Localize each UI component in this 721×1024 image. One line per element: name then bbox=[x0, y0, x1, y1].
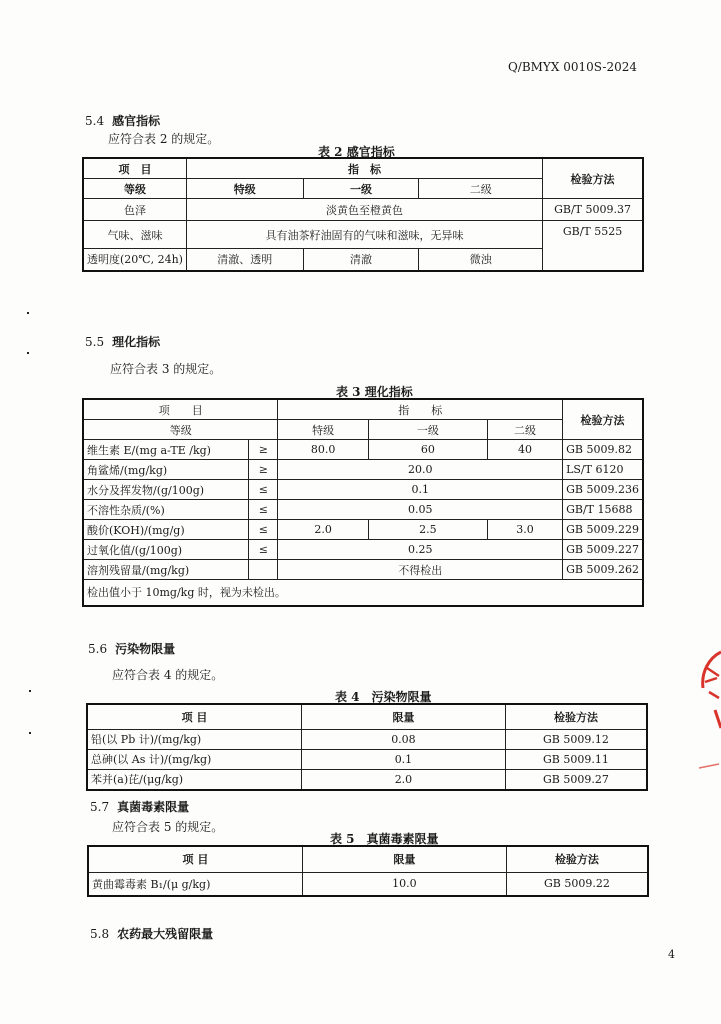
table-5-row-item: 黄曲霉毒素 B₁/(μ g/kg) bbox=[88, 872, 302, 896]
table-2-row-value: 清澈、透明 bbox=[186, 249, 303, 271]
table-2-header-grade: 等级 bbox=[83, 179, 186, 199]
table-3-row-value: 0.1 bbox=[278, 480, 563, 500]
table-2-row-item: 色泽 bbox=[83, 199, 186, 221]
table-3-row-item: 过氧化值/(g/100g) bbox=[83, 540, 249, 560]
table-5-row-method: GB 5009.22 bbox=[506, 872, 648, 896]
table-4 bbox=[86, 703, 648, 791]
table-2-row-value: 具有油茶籽油固有的气味和滋味，无异味 bbox=[186, 221, 542, 249]
table-2-grade-first: 一级 bbox=[303, 179, 419, 199]
table-2-row-value: 淡黄色至橙黄色 bbox=[186, 199, 542, 221]
page-number: 4 bbox=[668, 948, 675, 961]
table-3-row-value: 20.0 bbox=[278, 460, 563, 480]
table-3-row-item: 角鲨烯/(mg/kg) bbox=[83, 460, 249, 480]
table-3-grade-first: 一级 bbox=[368, 420, 487, 440]
table-3-row-item: 酸价(KOH)/(mg/g) bbox=[83, 520, 249, 540]
table-3-row-value: 0.25 bbox=[278, 540, 563, 560]
red-seal-stamp-icon bbox=[695, 648, 721, 778]
section-5-4-text: 应符合表 2 的规定。 bbox=[108, 132, 220, 146]
table-2-caption: 表 2 感官指标 bbox=[318, 145, 395, 159]
table-3-row-method: GB 5009.227 bbox=[563, 540, 643, 560]
table-4-row-item: 铅(以 Pb 计)/(mg/kg) bbox=[87, 729, 301, 749]
section-5-5-text: 应符合表 3 的规定。 bbox=[110, 362, 222, 376]
table-3-row-operator: ≥ bbox=[249, 460, 278, 480]
table-2-row-method: GB/T 5009.37 bbox=[543, 199, 643, 221]
table-3-note: 检出值小于 10mg/kg 时，视为未检出。 bbox=[83, 580, 643, 606]
table-2-header-method: 检验方法 bbox=[543, 158, 643, 199]
table-3-header-index: 指 标 bbox=[278, 399, 563, 420]
table-2-row-item: 透明度(20℃, 24h) bbox=[83, 249, 186, 271]
section-5-7-heading: 5.7 真菌毒素限量 bbox=[90, 800, 190, 814]
section-5-5-heading: 5.5 理化指标 bbox=[85, 335, 161, 349]
table-3-row-value: 0.05 bbox=[278, 500, 563, 520]
section-5-6-heading: 5.6 污染物限量 bbox=[88, 642, 176, 656]
scan-speck bbox=[27, 312, 29, 314]
table-4-header-item: 项 目 bbox=[87, 704, 301, 729]
table-4-header-method: 检验方法 bbox=[505, 704, 647, 729]
table-3-caption: 表 3 理化指标 bbox=[336, 385, 413, 399]
table-3-row-method: GB 5009.82 bbox=[563, 440, 643, 460]
table-2-row-value: 清澈 bbox=[303, 249, 419, 271]
table-4-row-limit: 0.1 bbox=[301, 749, 505, 769]
table-5-header-method: 检验方法 bbox=[506, 846, 648, 872]
table-3-row-operator: ≤ bbox=[249, 480, 278, 500]
table-2 bbox=[82, 157, 644, 272]
section-5-7-text: 应符合表 5 的规定。 bbox=[112, 820, 224, 834]
table-5-header-limit: 限量 bbox=[302, 846, 506, 872]
section-5-4-heading: 5.4 感官指标 bbox=[85, 114, 161, 128]
document-code: Q/BMYX 0010S-2024 bbox=[507, 60, 637, 74]
table-4-row-method: GB 5009.12 bbox=[505, 729, 647, 749]
table-3-row-method: GB 5009.236 bbox=[563, 480, 643, 500]
table-3-header-grade: 等级 bbox=[83, 420, 278, 440]
table-3-row-value: 60 bbox=[368, 440, 487, 460]
section-5-8-heading: 5.8 农药最大残留限量 bbox=[90, 927, 214, 941]
table-3-grade-second: 二级 bbox=[488, 420, 563, 440]
table-5-caption: 表 5 真菌毒素限量 bbox=[330, 832, 439, 846]
table-3-grade-special: 特级 bbox=[278, 420, 368, 440]
scan-speck bbox=[29, 690, 31, 692]
table-3-row-method: LS/T 6120 bbox=[563, 460, 643, 480]
table-4-row-limit: 2.0 bbox=[301, 769, 505, 790]
table-4-caption: 表 4 污染物限量 bbox=[335, 690, 432, 704]
table-3-row-value: 不得检出 bbox=[278, 560, 563, 580]
table-4-row-item: 苯并(a)芘/(μg/kg) bbox=[87, 769, 301, 790]
table-3-row-item: 不溶性杂质/(%) bbox=[83, 500, 249, 520]
table-5-header-item: 项 目 bbox=[88, 846, 302, 872]
table-3-row-method: GB/T 15688 bbox=[563, 500, 643, 520]
table-3-row-operator bbox=[249, 560, 278, 580]
table-3-row-value: 3.0 bbox=[488, 520, 563, 540]
table-2-grade-second: 二级 bbox=[419, 179, 543, 199]
table-5-row-limit: 10.0 bbox=[302, 872, 506, 896]
table-3-row-item: 维生素 E/(mg a-TE /kg) bbox=[83, 440, 249, 460]
table-3-row-value: 40 bbox=[488, 440, 563, 460]
table-2-row-method: GB/T 5525 bbox=[543, 221, 643, 271]
table-3-header-item: 项 目 bbox=[83, 399, 278, 420]
table-3-row-operator: ≤ bbox=[249, 520, 278, 540]
table-4-row-method: GB 5009.11 bbox=[505, 749, 647, 769]
table-3-header-method: 检验方法 bbox=[563, 399, 643, 440]
table-3-row-item: 溶剂残留量/(mg/kg) bbox=[83, 560, 249, 580]
table-3-row-item: 水分及挥发物/(g/100g) bbox=[83, 480, 249, 500]
table-4-row-limit: 0.08 bbox=[301, 729, 505, 749]
section-5-6-text: 应符合表 4 的规定。 bbox=[112, 668, 224, 682]
table-2-header-index: 指 标 bbox=[186, 158, 542, 179]
table-3-row-value: 80.0 bbox=[278, 440, 368, 460]
scan-speck bbox=[29, 732, 31, 734]
table-3-row-value: 2.5 bbox=[368, 520, 487, 540]
table-4-header-limit: 限量 bbox=[301, 704, 505, 729]
table-2-row-value: 微浊 bbox=[419, 249, 543, 271]
table-4-row-method: GB 5009.27 bbox=[505, 769, 647, 790]
table-3-row-method: GB 5009.262 bbox=[563, 560, 643, 580]
scan-speck bbox=[27, 352, 29, 354]
table-5 bbox=[87, 845, 649, 897]
table-2-header-item: 项 目 bbox=[83, 158, 186, 179]
table-3-row-operator: ≤ bbox=[249, 500, 278, 520]
table-3-row-value: 2.0 bbox=[278, 520, 368, 540]
table-3-row-operator: ≤ bbox=[249, 540, 278, 560]
table-2-row-item: 气味、滋味 bbox=[83, 221, 186, 249]
table-3 bbox=[82, 398, 644, 607]
table-3-row-operator: ≥ bbox=[249, 440, 278, 460]
table-4-row-item: 总砷(以 As 计)/(mg/kg) bbox=[87, 749, 301, 769]
table-2-grade-special: 特级 bbox=[186, 179, 303, 199]
table-3-row-method: GB 5009.229 bbox=[563, 520, 643, 540]
